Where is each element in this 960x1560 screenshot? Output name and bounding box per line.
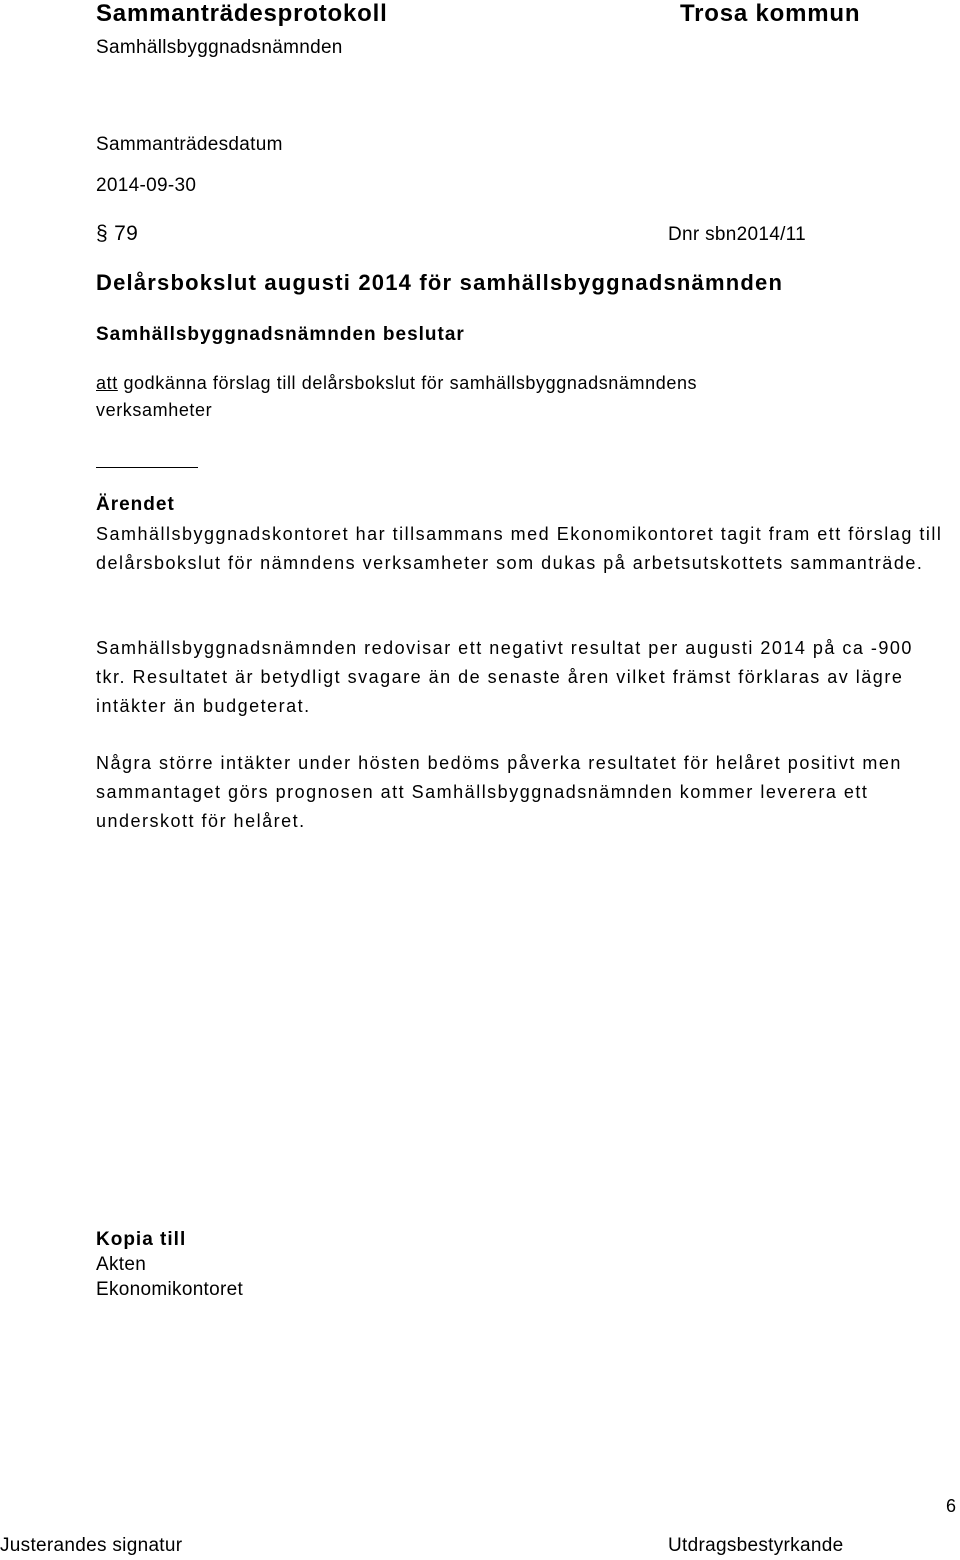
section-item-number [96,222,138,246]
matter-heading: Ärendet [96,494,175,515]
decision-heading: Samhällsbyggnadsnämnden beslutar [96,324,465,345]
matter-paragraph-2: Samhällsbyggnadsnämnden redovisar ett negativt resultat per augusti 2014 på ca -900 tkr. Resultatet är betydligt svagare än de senaste åren vilket främst förklaras av lägre intäkter än budgeterat. [96,638,913,716]
matter-paragraph-1: Samhällsbyggnadskontoret har tillsammans med Ekonomikontoret tagit fram ett förslag till delårsbokslut för nämndens verksamheter som dukas på arbetsutskottets sammanträde. [96,524,943,573]
meeting-date-label: Sammanträdesdatum [96,134,283,155]
decision-text-line2: verksamheter [96,400,213,420]
copy-heading: Kopia till [96,1229,187,1250]
decision-text [96,369,697,398]
copy-recipient: Akten [96,1254,147,1275]
organization-name: Trosa kommun [680,0,861,27]
decision-text-line1: godkänna förslag till delårsbokslut för samhällsbyggnadsnämndens [123,373,698,393]
committee-name: Samhällsbyggnadsnämnden [96,37,343,58]
matter-paragraph-3: Några större intäkter under hösten bedöms påverka resultatet för helåret positivt men sammantaget görs prognosen att Samhällsbyggnadsnämnden kommer leverera ett underskott för helåret. [96,753,902,831]
document-type: Sammanträdesprotokoll [96,0,388,27]
signature-label: Justerandes signatur [0,1535,183,1556]
diary-number: Dnr sbn2014/11 [668,224,806,245]
copy-recipient: Ekonomikontoret [96,1279,244,1300]
att-keyword: att [96,373,118,393]
page-number: 6 [946,1496,957,1516]
separator-line [96,467,198,468]
item-title: Delårsbokslut augusti 2014 för samhällsbyggnadsnämnden [96,270,784,295]
meeting-date: 2014-09-30 [96,175,197,196]
extract-certification-label: Utdragsbestyrkande [668,1535,844,1556]
section-symbol: § [96,222,108,245]
item-number: 79 [114,222,139,245]
